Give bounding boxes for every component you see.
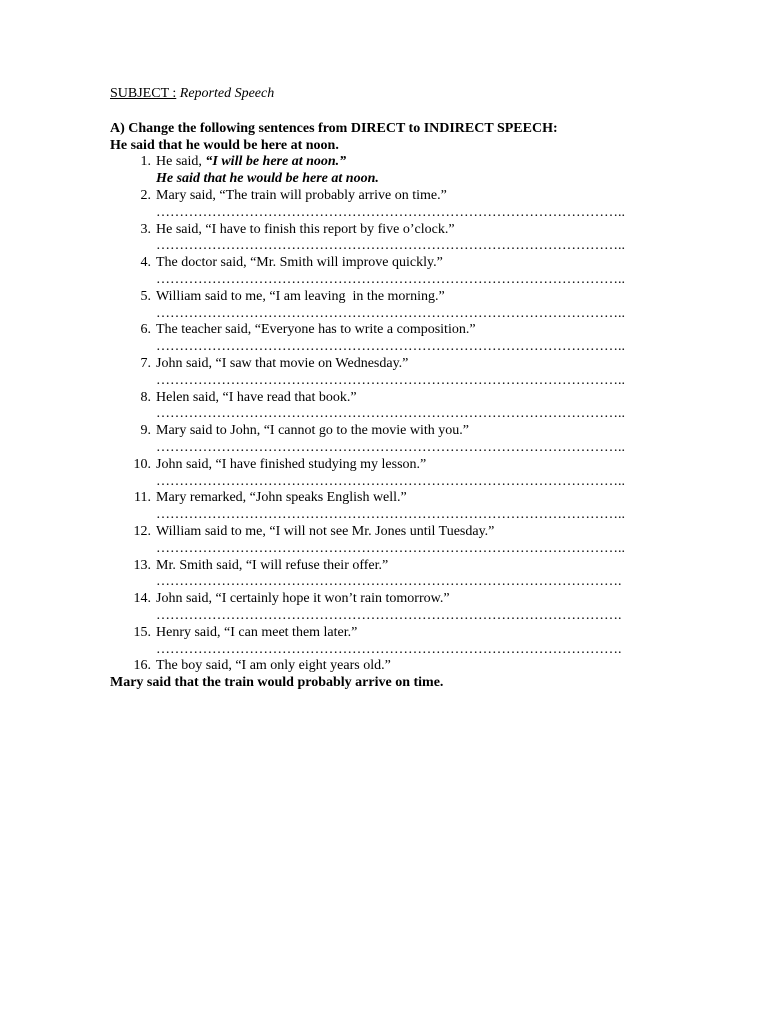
item-quote: “I will be here at noon.” xyxy=(205,154,347,170)
item-sentence-prefix: He said, xyxy=(156,154,206,170)
item-number: 8. xyxy=(140,389,151,405)
item-sentence: John said, “I saw that movie on Wednesday.” xyxy=(156,355,409,371)
item-content xyxy=(156,524,655,558)
answer-blank-line[interactable]: ……………………………………………………………………………………….. xyxy=(156,540,625,556)
exercise-item-6 xyxy=(110,322,655,356)
section-a-instruction: A) Change the following sentences from DIRECT to INDIRECT SPEECH: xyxy=(110,120,558,136)
item-sentence: John said, “I have finished studying my lesson.” xyxy=(156,456,427,472)
item-content xyxy=(156,591,655,625)
item-sentence: He said, “I have to finish this report by five o’clock.” xyxy=(156,221,455,237)
item-number: 11. xyxy=(134,490,151,506)
answer-blank-line[interactable]: ……………………………………………………………………………………….. xyxy=(156,339,625,355)
item-number: 3. xyxy=(140,221,151,237)
item-content xyxy=(156,423,655,457)
answer-blank-line[interactable]: ……………………………………………………………………………………….. xyxy=(156,305,625,321)
item-content xyxy=(156,289,655,323)
answer-blank-line[interactable]: ……………………………………………………………………………………….. xyxy=(156,507,625,523)
item-number: 5. xyxy=(140,288,151,304)
item-content xyxy=(156,457,655,491)
item-sentence: The teacher said, “Everyone has to write a composition.” xyxy=(156,322,476,338)
item-content xyxy=(156,356,655,390)
item-number: 4. xyxy=(140,255,151,271)
item-content xyxy=(156,390,655,424)
item-number: 9. xyxy=(140,423,151,439)
answer-blank-line[interactable]: ………………………………………………………………………………………. xyxy=(156,607,622,623)
answer-blank-line[interactable]: ……………………………………………………………………………………….. xyxy=(156,473,625,489)
exercise-item-8 xyxy=(110,390,655,424)
exercise-item-7 xyxy=(110,356,655,390)
item-sentence: Mr. Smith said, “I will refuse their offer.” xyxy=(156,557,389,573)
item-number: 13. xyxy=(133,557,151,573)
subject-value: Reported Speech xyxy=(179,86,275,101)
answer-blank-line[interactable]: ………………………………………………………………………………………. xyxy=(156,641,622,657)
final-answer: Mary said that the train would probably arrive on time. xyxy=(110,675,444,691)
answer-blank-line[interactable]: ……………………………………………………………………………………….. xyxy=(156,406,625,422)
exercise-item-3 xyxy=(110,222,655,256)
item-content xyxy=(156,625,655,659)
exercise-item-4 xyxy=(110,255,655,289)
exercise-item-12 xyxy=(110,524,655,558)
item-content xyxy=(156,222,655,256)
worksheet-page xyxy=(110,86,655,692)
item-number: 2. xyxy=(140,187,151,203)
answer-blank-line[interactable]: ……………………………………………………………………………………….. xyxy=(156,271,625,287)
subject-line xyxy=(110,86,655,103)
item-number: 15. xyxy=(133,624,151,640)
exercise-item-15 xyxy=(110,625,655,659)
exercise-item-16 xyxy=(110,658,655,675)
exercise-item-5 xyxy=(110,289,655,323)
exercise-item-9 xyxy=(110,423,655,457)
item-number: 6. xyxy=(140,322,151,338)
item-content xyxy=(156,255,655,289)
answer-blank-line[interactable]: ……………………………………………………………………………………….. xyxy=(156,204,625,220)
exercise-item-11 xyxy=(110,490,655,524)
item-sentence: Mary remarked, “John speaks English well.” xyxy=(156,490,407,506)
answer-blank-line[interactable]: ……………………………………………………………………………………….. xyxy=(156,372,625,388)
item-content xyxy=(156,154,655,188)
item-sentence: William said to me, “I will not see Mr. Jones until Tuesday.” xyxy=(156,523,495,539)
item-sentence: Henry said, “I can meet them later.” xyxy=(156,624,358,640)
exercise-item-2 xyxy=(110,188,655,222)
item-sentence: John said, “I certainly hope it won’t rain tomorrow.” xyxy=(156,591,450,607)
item-number: 14. xyxy=(133,591,151,607)
item-content xyxy=(156,658,655,675)
subject-label: SUBJECT : xyxy=(110,86,177,101)
example-answer: He said that he would be here at noon. xyxy=(110,137,339,153)
item-sentence: The boy said, “I am only eight years old.” xyxy=(156,658,391,674)
item-model-answer: He said that he would be here at noon. xyxy=(156,171,379,187)
item-sentence: The doctor said, “Mr. Smith will improve quickly.” xyxy=(156,255,443,271)
item-sentence: Mary said to John, “I cannot go to the movie with you.” xyxy=(156,423,469,439)
exercise-item-1 xyxy=(110,154,655,188)
exercise-list xyxy=(110,154,655,675)
item-sentence: William said to me, “I am leaving in the morning.” xyxy=(156,288,445,304)
item-content xyxy=(156,188,655,222)
item-number: 10. xyxy=(133,456,151,472)
exercise-item-14 xyxy=(110,591,655,625)
item-sentence: Helen said, “I have read that book.” xyxy=(156,389,357,405)
exercise-item-10 xyxy=(110,457,655,491)
item-number: 1. xyxy=(140,154,151,170)
item-number: 16. xyxy=(133,658,151,674)
item-sentence: Mary said, “The train will probably arrive on time.” xyxy=(156,187,447,203)
answer-blank-line[interactable]: ……………………………………………………………………………………….. xyxy=(156,439,625,455)
item-number: 12. xyxy=(133,523,151,539)
item-content xyxy=(156,558,655,592)
answer-blank-line[interactable]: ………………………………………………………………………………………. xyxy=(156,574,622,590)
item-content xyxy=(156,322,655,356)
item-content xyxy=(156,490,655,524)
exercise-item-13 xyxy=(110,558,655,592)
answer-blank-line[interactable]: ……………………………………………………………………………………….. xyxy=(156,238,625,254)
item-number: 7. xyxy=(140,355,151,371)
